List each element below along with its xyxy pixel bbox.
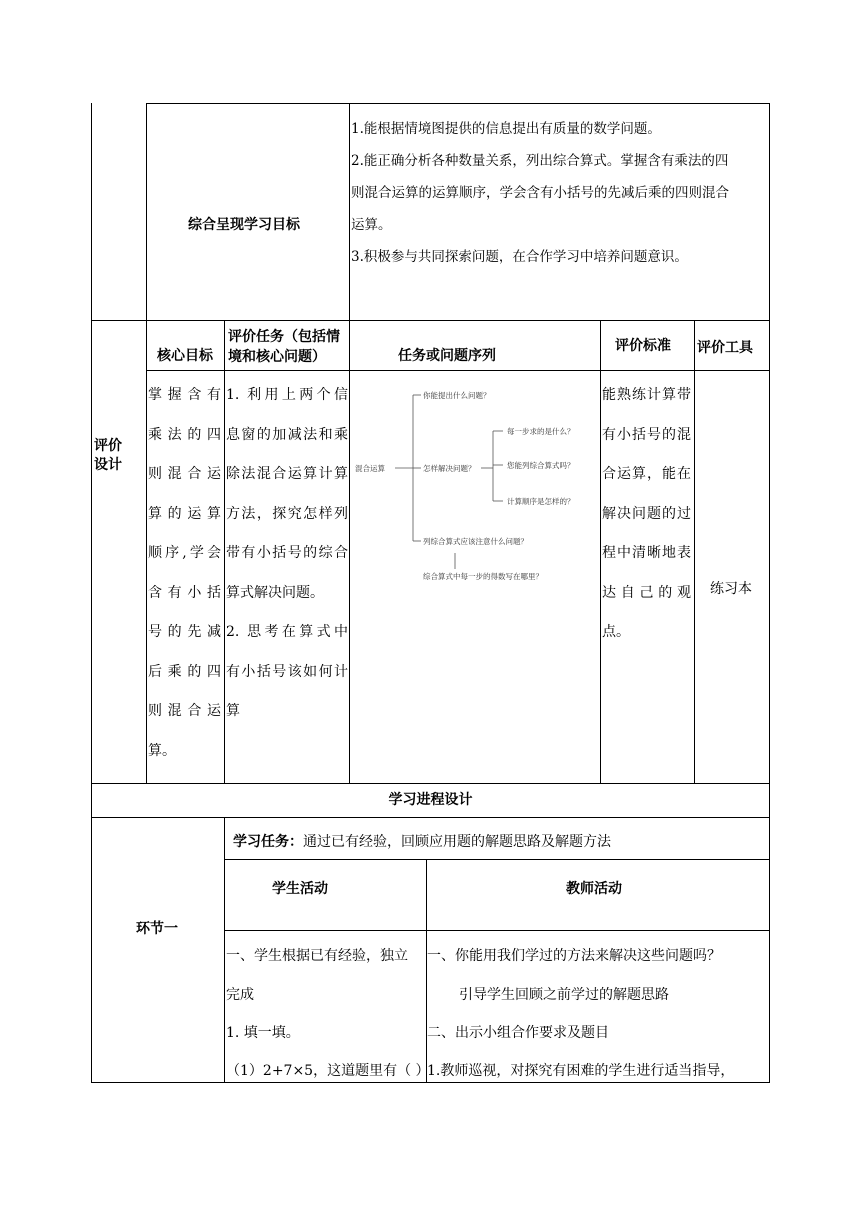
objectives-col-line-2 bbox=[349, 103, 350, 320]
mindmap-root: 混合运算 bbox=[355, 464, 385, 473]
header-tool: 评价工具 bbox=[697, 340, 753, 356]
mindmap-q1: 你能提出什么问题？ bbox=[423, 391, 491, 400]
header-standard: 评价标准 bbox=[615, 338, 671, 354]
task-sequence-mindmap bbox=[351, 373, 599, 613]
eval-col-line-task bbox=[224, 320, 225, 783]
activity-col-divider bbox=[426, 859, 427, 1083]
standard-text: 能熟练计算带 有小括号的混 合运算，能在 解决问题的过 程中清晰地表 达自己的观 点。 bbox=[602, 387, 691, 640]
student-activity-header: 学生活动 bbox=[272, 881, 328, 897]
stage-label: 环节一 bbox=[136, 921, 178, 937]
objective-item: 1.能根据情境图提供的信息提出有质量的数学问题。 bbox=[351, 121, 661, 137]
task-row-bottom-line bbox=[224, 859, 770, 860]
mindmap-q2: 怎样解决问题？ bbox=[423, 464, 476, 473]
student-line-1: 一、学生根据已有经验，独立 bbox=[226, 948, 408, 964]
core-goal-text: 掌握含有 乘法的四 则混合运 算的运算 顺序,学会 含有小括 号的先减 后乘的四 则混合运 算。 bbox=[148, 387, 221, 759]
eval-col-line-tool bbox=[694, 320, 695, 783]
objective-item: 2.能正确分析各种数量关系，列出综合算式。掌握含有乘法的四 bbox=[351, 153, 729, 169]
task-text-line: 通过已有经验，回顾应用题的解题思路及解题方法 bbox=[303, 834, 611, 850]
header-task: 评价任务（包括情 境和核心问题） bbox=[228, 329, 340, 365]
process-stage-col-line bbox=[224, 817, 225, 1083]
task-row bbox=[233, 834, 611, 850]
student-line-2: 完成 bbox=[226, 987, 254, 1003]
task-text: 1. 利用上两个信 息窗的加减法和乘 除法混合运算计算 方法，探究怎样列 带有小括号的综合 算式解决问题。 2. 思考在算式中 有小括号该如何计 算 bbox=[226, 387, 348, 719]
objectives-top-line bbox=[146, 103, 770, 104]
task-label: 学习任务： bbox=[233, 834, 303, 850]
objectives-list bbox=[351, 113, 769, 273]
table-left-border bbox=[91, 103, 92, 1083]
objective-item: 则混合运算的运算顺序，学会含有小括号的先减后乘的四则混合 bbox=[351, 185, 729, 201]
header-core-goal: 核心目标 bbox=[157, 348, 213, 364]
objectives-bottom-line bbox=[91, 320, 770, 321]
objective-item: 运算。 bbox=[351, 217, 392, 233]
eval-header-bottom-line bbox=[146, 370, 770, 371]
header-sequence: 任务或问题序列 bbox=[398, 348, 496, 364]
activity-header-bottom-line bbox=[224, 930, 770, 931]
teacher-line-3: 二、出示小组合作要求及题目 bbox=[427, 1025, 609, 1041]
eval-bottom-line bbox=[91, 783, 770, 784]
process-title-bottom-line bbox=[91, 817, 770, 818]
table-bottom-border bbox=[91, 1082, 770, 1083]
mindmap-q2a: 每一步求的是什么？ bbox=[507, 427, 575, 436]
eval-col-line-standard bbox=[600, 320, 601, 783]
mindmap-q4: 综合算式中每一步的得数写在哪里？ bbox=[423, 572, 543, 581]
mindmap-q2b: 您能列综合算式吗？ bbox=[507, 461, 575, 470]
teacher-activity-header: 教师活动 bbox=[566, 881, 622, 897]
objectives-col-line-1 bbox=[146, 103, 147, 783]
eval-section-label: 评价 设计 bbox=[94, 438, 122, 473]
objective-item: 3.积极参与共同探索问题，在合作学习中培养问题意识。 bbox=[351, 249, 688, 265]
teacher-line-4: 1.教师巡视，对探究有困难的学生进行适当指导， bbox=[427, 1063, 735, 1079]
tool-text: 练习本 bbox=[710, 581, 752, 597]
mindmap-q2c: 计算顺序是怎样的？ bbox=[507, 497, 575, 506]
process-title: 学习进程设计 bbox=[388, 792, 473, 808]
objectives-label: 综合呈现学习目标 bbox=[188, 217, 300, 233]
student-line-4: （1）2+7×5，这道题里有（ ） bbox=[226, 1063, 430, 1079]
table-right-border bbox=[769, 103, 770, 1083]
eval-col-line-sequence bbox=[349, 320, 350, 783]
mindmap-q3: 列综合算式应该注意什么问题？ bbox=[423, 537, 528, 546]
teacher-line-2: 引导学生回顾之前学过的解题思路 bbox=[459, 987, 669, 1003]
teacher-line-1: 一、你能用我们学过的方法来解决这些问题吗？ bbox=[427, 948, 721, 964]
student-line-3: 1. 填一填。 bbox=[226, 1025, 300, 1041]
